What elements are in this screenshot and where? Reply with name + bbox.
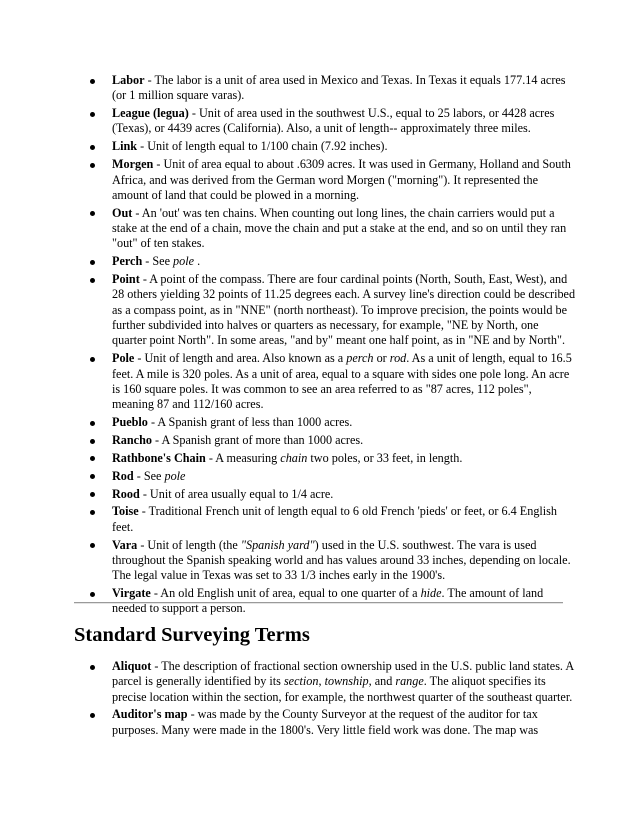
term-item-point — [0, 272, 638, 348]
bullet-icon — [88, 415, 96, 430]
bullet-icon — [88, 73, 96, 88]
bullet-icon — [88, 487, 96, 502]
term-definition: or — [373, 351, 390, 366]
bullet-icon — [88, 451, 96, 466]
term-reference: pole — [173, 254, 195, 269]
term-definition: - A Spanish grant of more than 1000 acres. — [151, 432, 364, 447]
term-definition: - Unit of length and area. Also known as a — [134, 351, 347, 366]
term-item-rod — [0, 469, 638, 484]
term-name: Rod — [112, 468, 134, 483]
term-item-labor — [0, 73, 638, 104]
term-name: Aliquot — [112, 659, 152, 673]
term-definition: - An old English unit of area, equal to one quarter of a — [150, 586, 421, 601]
bullet-icon — [88, 586, 96, 601]
term-item-out — [0, 206, 638, 252]
term-name: Rood — [112, 486, 140, 501]
term-name: Auditor's map — [112, 707, 188, 722]
term-definition: ) used in the U.S. southwest. The vara is used throughout the Spanish speaking world and has values around 33 inches, depending on locale. The legal value in Texas was set to 33 1/3 inches early in the 1900's. — [112, 537, 571, 583]
term-definition: . The aliquot specifies its precise location within the section, for example, the northwest quarter of the southeast quarter. — [112, 674, 573, 704]
term-name: Point — [112, 272, 140, 287]
term-definition: - Unit of area used in the southwest U.S., equal to 25 labors, or 4428 acres (Texas), or 4439 acres (California). Also, a unit of length-- approximately three miles. — [112, 106, 555, 136]
bullet-icon — [88, 254, 96, 269]
term-definition: - Unit of length equal to 1/100 chain (7.92 inches). — [137, 139, 388, 154]
term-reference: chain — [280, 450, 308, 465]
term-definition: - A measuring — [205, 450, 281, 465]
term-definition: - Unit of area usually equal to 1/4 acre. — [139, 486, 334, 501]
term-definition: - Unit of length (the — [137, 537, 241, 552]
bullet-icon — [88, 157, 96, 172]
term-definition: . — [194, 254, 201, 269]
term-definition: - Unit of area equal to about .6309 acres. It was used in Germany, Holland and South Africa, and was derived from the German word Morgen ("morning"). It represented the amount of land that could be plowed in a morning. — [112, 157, 571, 202]
term-reference: township — [324, 674, 369, 689]
term-name: Rathbone's Chain — [112, 450, 206, 465]
bullet-icon — [88, 504, 96, 519]
bullet-icon — [88, 206, 96, 221]
term-definition: . As a unit of length, equal to 16.5 feet. A mile is 320 poles. As a unit of area, equal to a square with sides one pole long. An acre is 160 square poles. It was common to see an area referred to as "87 acres, 112 poles", meaning 87 and 112/160 acres. — [112, 351, 572, 412]
term-reference: pole — [164, 468, 186, 483]
term-item-auditor-s-map — [0, 707, 638, 738]
term-definition: - The labor is a unit of area used in Mexico and Texas. In Texas it equals 177.14 acres (or 1 million square varas). — [112, 73, 566, 103]
term-name: Pueblo — [112, 414, 148, 429]
term-definition: - An 'out' was ten chains. When counting out long lines, the chain carriers would put a stake at the end of a chain, move the chain and put a stake at the end, and so on until they ran "out" of ten stakes. — [112, 205, 567, 251]
term-name: Rancho — [112, 432, 152, 447]
bullet-icon — [88, 707, 96, 722]
term-item-pueblo — [0, 415, 638, 430]
term-name: Virgate — [112, 586, 151, 601]
term-name: Toise — [112, 504, 139, 519]
term-definition: - Traditional French unit of length equal to 6 old French 'pieds' or feet, or 6.4 English feet. — [112, 504, 558, 534]
term-name: Pole — [112, 351, 135, 366]
term-definition: - The description of fractional section ownership used in the U.S. public land states. A parcel is generally identified by its — [112, 659, 574, 689]
section-divider — [74, 602, 563, 604]
term-item-league-legua — [0, 106, 638, 137]
unit-terms-list — [0, 73, 638, 619]
term-item-aliquot — [0, 659, 638, 705]
term-definition: - See — [133, 468, 165, 483]
term-name: Perch — [112, 254, 143, 269]
term-reference: rod — [389, 351, 407, 366]
term-name: Out — [112, 205, 133, 220]
term-name: League (legua) — [112, 106, 189, 121]
term-reference: hide — [420, 586, 442, 601]
term-item-vara — [0, 538, 638, 584]
term-item-perch — [0, 254, 638, 269]
term-definition: - A Spanish grant of less than 1000 acres. — [147, 414, 353, 429]
term-name: Link — [112, 139, 138, 154]
bullet-icon — [88, 469, 96, 484]
bullet-icon — [88, 106, 96, 121]
term-reference: range — [395, 674, 424, 689]
section-heading: Standard Surveying Terms — [74, 624, 310, 646]
term-definition: , and — [368, 674, 396, 689]
term-item-link — [0, 139, 638, 154]
term-reference: perch — [346, 351, 374, 366]
term-item-rancho — [0, 433, 638, 448]
bullet-icon — [88, 351, 96, 366]
term-definition: two poles, or 33 feet, in length. — [307, 450, 463, 465]
bullet-icon — [88, 272, 96, 287]
term-definition: . The amount of land needed to support a person. — [112, 586, 544, 616]
bullet-icon — [88, 659, 96, 674]
bullet-icon — [88, 433, 96, 448]
term-reference: "Spanish yard" — [240, 537, 315, 552]
term-reference: section — [283, 674, 319, 689]
term-item-rathbone-s-chain — [0, 451, 638, 466]
term-name: Labor — [112, 73, 145, 87]
term-item-morgen — [0, 157, 638, 203]
term-definition: - was made by the County Surveyor at the request of the auditor for tax purposes. Many were made in the 1800's. Very little field work was done. The map was — [112, 707, 539, 737]
bullet-icon — [88, 538, 96, 553]
term-item-pole — [0, 351, 638, 412]
bullet-icon — [88, 139, 96, 154]
term-name: Vara — [112, 537, 138, 552]
term-definition: - A point of the compass. There are four cardinal points (North, South, East, West), and 28 others yielding 32 points of 11.25 degrees each. A survey line's direction could be described as a compass point, as in "NNE" (north northeast). To improve precision, the points would be further subdivided into halves or quarters as necessary, for example, "NE by North, one quarter point North". In some areas, "and by" meant one half point, as in "NE and by North". — [112, 272, 576, 348]
term-item-rood — [0, 487, 638, 502]
term-name: Morgen — [112, 157, 154, 172]
term-definition: , — [318, 674, 325, 689]
term-item-toise — [0, 504, 638, 535]
term-definition: - See — [142, 254, 174, 269]
surveying-terms-list — [0, 659, 638, 741]
